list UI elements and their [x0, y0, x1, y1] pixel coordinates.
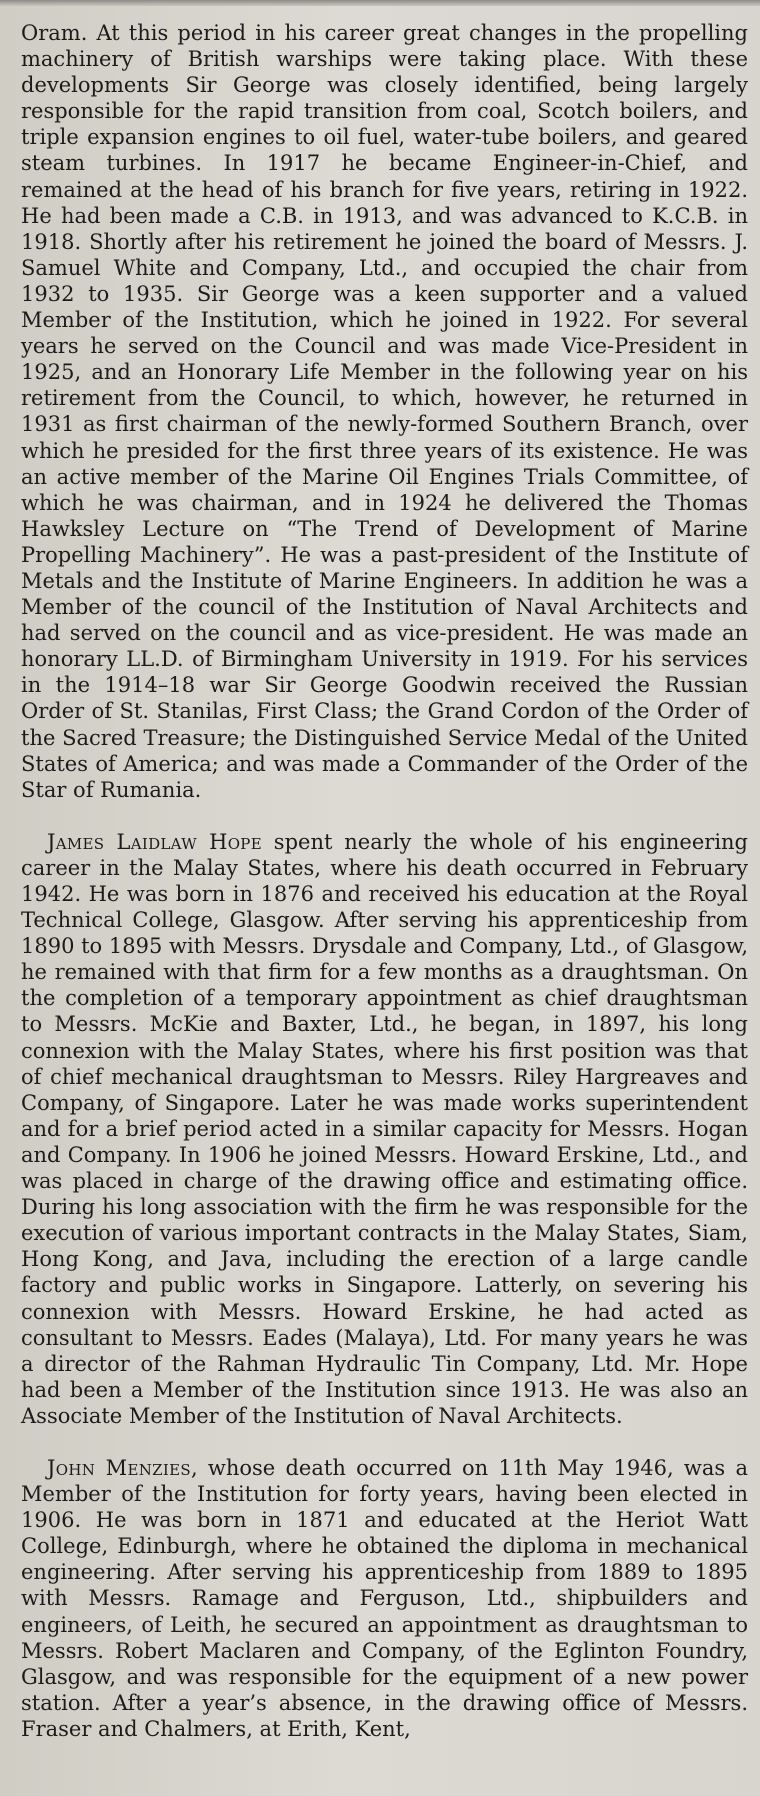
obituary-name: John Menzies	[47, 1455, 191, 1480]
obituary-name: James Laidlaw Hope	[47, 829, 262, 854]
paragraph-text: , whose death occurred on 11th May 1946, was a Member of the Institution for forty years, having been elected in 1906. He was born in 1871 and educated at the Heriot Watt College, Edinburgh, where he obtained the diploma in mechanical engineering. After serving his apprenticeship from 1889 to 1895 with Messrs. Ramage and Ferguson, Ltd., shipbuilders and engineers, of Leith, he secured an appointment as draughtsman to Messrs. Robert Maclaren and Company, of the Eglinton Foundry, Glasgow, and was responsible for the equipment of a new power station. After a year’s absence, in the drawing office of Messrs. Fraser and Chalmers, at Erith, Kent,	[21, 1455, 748, 1741]
obituary-paragraph-goodwin	[21, 20, 748, 803]
obituary-paragraph-hope	[21, 829, 748, 1429]
paragraph-text: spent nearly the whole of his engineering career in the Malay States, where his death occurred in February 1942. He was born in 1876 and received his education at the Royal Technical College, Glasgow. After serving his apprenticeship from 1890 to 1895 with Messrs. Drysdale and Company, Ltd., of Glasgow, he remained with that firm for a few months as a draughtsman. On the completion of a temporary appointment as chief draughtsman to Messrs. McKie and Baxter, Ltd., he began, in 1897, his long connexion with the Malay States, where his first position was that of chief mechanical draughtsman to Messrs. Riley Hargreaves and Company, of Singapore. Later he was made works superintendent and for a brief period acted in a similar capacity for Messrs. Hogan and Company. In 1906 he joined Messrs. Howard Erskine, Ltd., and was placed in charge of the drawing office and estimating office. During his long association with the firm he was responsible for the execution of various important contracts in the Malay States, Siam, Hong Kong, and Java, including the erection of a large candle factory and public works in Singapore. Latterly, on severing his connexion with Messrs. Howard Erskine, he had acted as consultant to Messrs. Eades (Malaya), Ltd. For many years he was a director of the Rahman Hydraulic Tin Company, Ltd. Mr. Hope had been a Member of the Institution since 1913. He was also an Associate Member of the Institution of Naval Architects.	[21, 829, 748, 1428]
paragraph-text: Oram. At this period in his career great changes in the propelling machinery of British warships were taking place. With these developments Sir George was closely identified, being largely responsible for the rapid transition from coal, Scotch boilers, and triple expansion engines to oil fuel, water-tube boilers, and geared steam turbines. In 1917 he became Engineer-in-Chief, and remained at the head of his branch for five years, retiring in 1922. He had been made a C.B. in 1913, and was advanced to K.C.B. in 1918. Shortly after his retirement he joined the board of Messrs. J. Samuel White and Company, Ltd., and occupied the chair from 1932 to 1935. Sir George was a keen supporter and a valued Member of the Institution, which he joined in 1922. For several years he served on the Council and was made Vice-President in 1925, and an Honorary Life Member in the following year on his retirement from the Council, to which, however, he returned in 1931 as first chairman of the newly-formed Southern Branch, over which he presided for the first three years of its existence. He was an active member of the Marine Oil Engines Trials Committee, of which he was chairman, and in 1924 he delivered the Thomas Hawksley Lecture on “The Trend of Development of Marine Propelling Machinery”. He was a past-president of the Institute of Metals and the Institute of Marine Engineers. In addition he was a Member of the council of the Institution of Naval Architects and had served on the council and as vice-president. He was made an honorary LL.D. of Birmingham University in 1919. For his services in the 1914–18 war Sir George Goodwin received the Russian Order of St. Stanilas, First Class; the Grand Cordon of the Order of the Sacred Treasure; the Distinguished Service Medal of the United States of America; and was made a Commander of the Order of the Star of Rumania.	[21, 21, 748, 802]
obituary-paragraph-menzies	[21, 1455, 748, 1742]
